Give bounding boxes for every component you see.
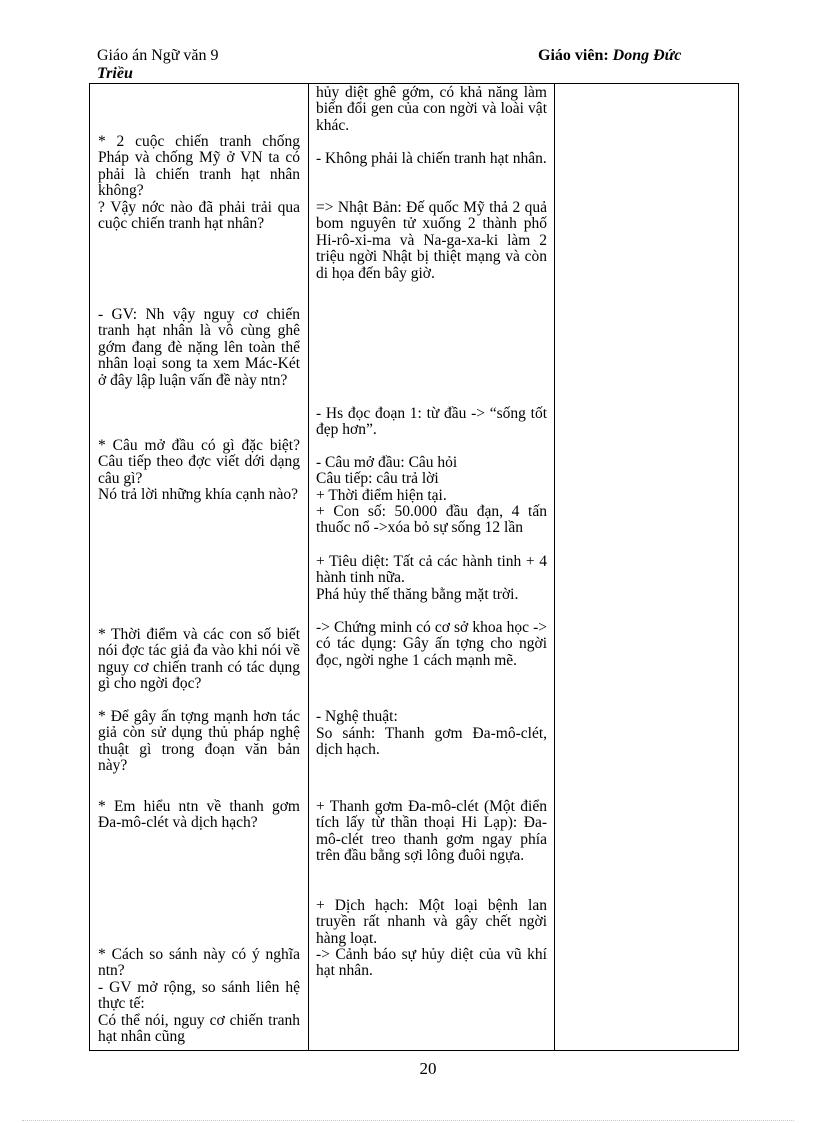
content-paragraph: -> Cảnh báo sự hủy diệt của vũ khí hạt nhân. [316, 946, 547, 980]
content-paragraph: Phá hủy thế thăng bằng mặt trời. [316, 586, 519, 603]
content-paragraph: -> Chứng minh có cơ sở khoa học -> có tác dụng: Gây ấn tợng cho ngời đọc, ngời nghe 1 cách mạnh mẽ. [316, 619, 547, 669]
teacher-note-paragraph: - GV: Nh vậy nguy cơ chiến tranh hạt nhân là vô cùng ghê gớm đang đè nặng lên toàn thể nhân loại song ta xem Mác-Két ở đây lập luận vấn đề này ntn? [98, 306, 300, 389]
teacher-note-paragraph: - GV mở rộng, so sánh liên hệ thực tế: [98, 979, 300, 1013]
content-paragraph: - Câu mở đầu: Câu hỏi [316, 454, 458, 471]
column-divider [308, 84, 309, 1050]
question-paragraph: * Em hiểu ntn về thanh gơm Đa-mô-clét và dịch hạch? [98, 798, 300, 832]
question-paragraph: * Để gây ấn tợng mạnh hơn tác giả còn sử dụng thủ pháp nghệ thuật gì trong đoạn văn bản này? [98, 708, 300, 775]
footer-dotted-line [22, 1120, 794, 1121]
content-column [316, 84, 547, 1050]
content-paragraph: + Thanh gơm Đa-mô-clét (Một điển tích lấy từ thần thoại Hi Lạp): Đa-mô-clét treo thanh gơm ngay phía trên đầu bằng sợi lông đuôi ngựa. [316, 798, 547, 865]
question-paragraph: * Câu mở đầu có gì đặc biệt? Câu tiếp theo đợc viết dới dạng câu gì? [98, 437, 300, 487]
content-paragraph: + Thời điểm hiện tại. [316, 487, 447, 504]
content-paragraph: => Nhật Bản: Đế quốc Mỹ thả 2 quả bom nguyên tử xuống 2 thành phố Hi-rô-xi-ma và Na-ga-xa-ki làm 2 triệu ngời Nhật bị thiệt mạng và còn di họa đến bây giờ. [316, 199, 547, 282]
content-paragraph: Câu tiếp: câu trả lời [316, 470, 439, 487]
teacher-label: Giáo viên: [538, 47, 609, 64]
question-paragraph: * Thời điểm và các con số biết nói đợc tác giả đa vào khi nói về nguy cơ chiến tranh có tác dụng gì cho ngời đọc? [98, 626, 300, 693]
content-paragraph: + Con số: 50.000 đầu đạn, 4 tấn thuốc nổ ->xóa bỏ sự sống 12 lần [316, 503, 547, 537]
content-paragraph: - Nghệ thuật: [316, 708, 398, 725]
content-paragraph: + Dịch hạch: Một loại bệnh lan truyền rất nhanh và gây chết ngời hàng loạt. [316, 897, 547, 947]
question-paragraph: Nó trả lời những khía cạnh nào? [98, 486, 298, 503]
subject-title: Giáo án Ngữ văn 9 [97, 47, 219, 64]
teacher-name: Dong Đức [612, 47, 682, 64]
teacher-note-paragraph: Có thể nói, nguy cơ chiến tranh hạt nhân cũng [98, 1012, 300, 1046]
header-left [97, 47, 219, 83]
content-paragraph: So sánh: Thanh gơm Đa-mô-clét, dịch hạch. [316, 725, 547, 759]
content-paragraph: - Không phải là chiến tranh hạt nhân. [316, 150, 547, 167]
content-paragraph: + Tiêu diệt: Tất cả các hành tinh + 4 hành tinh nữa. [316, 553, 547, 587]
question-paragraph: ? Vậy nớc nào đã phải trải qua cuộc chiến tranh hạt nhân? [98, 199, 300, 233]
question-paragraph: * Cách so sánh này có ý nghĩa ntn? [98, 946, 300, 980]
column-divider [554, 84, 555, 1050]
content-paragraph: - Hs đọc đoạn 1: từ đầu -> “sống tốt đẹp hơn”. [316, 405, 547, 439]
header-right [538, 47, 681, 65]
lesson-table [89, 83, 739, 1051]
teacher-activity-column [98, 84, 300, 1050]
teacher-name-continued: Triều [97, 65, 133, 82]
question-paragraph: * 2 cuộc chiến tranh chống Pháp và chống Mỹ ở VN ta có phải là chiến tranh hạt nhân không? [98, 133, 300, 200]
page-number: 20 [419, 1059, 437, 1078]
content-paragraph: hủy diệt ghê gớm, có khả năng làm biến đổi gen của con ngời và loài vật khác. [316, 84, 547, 134]
